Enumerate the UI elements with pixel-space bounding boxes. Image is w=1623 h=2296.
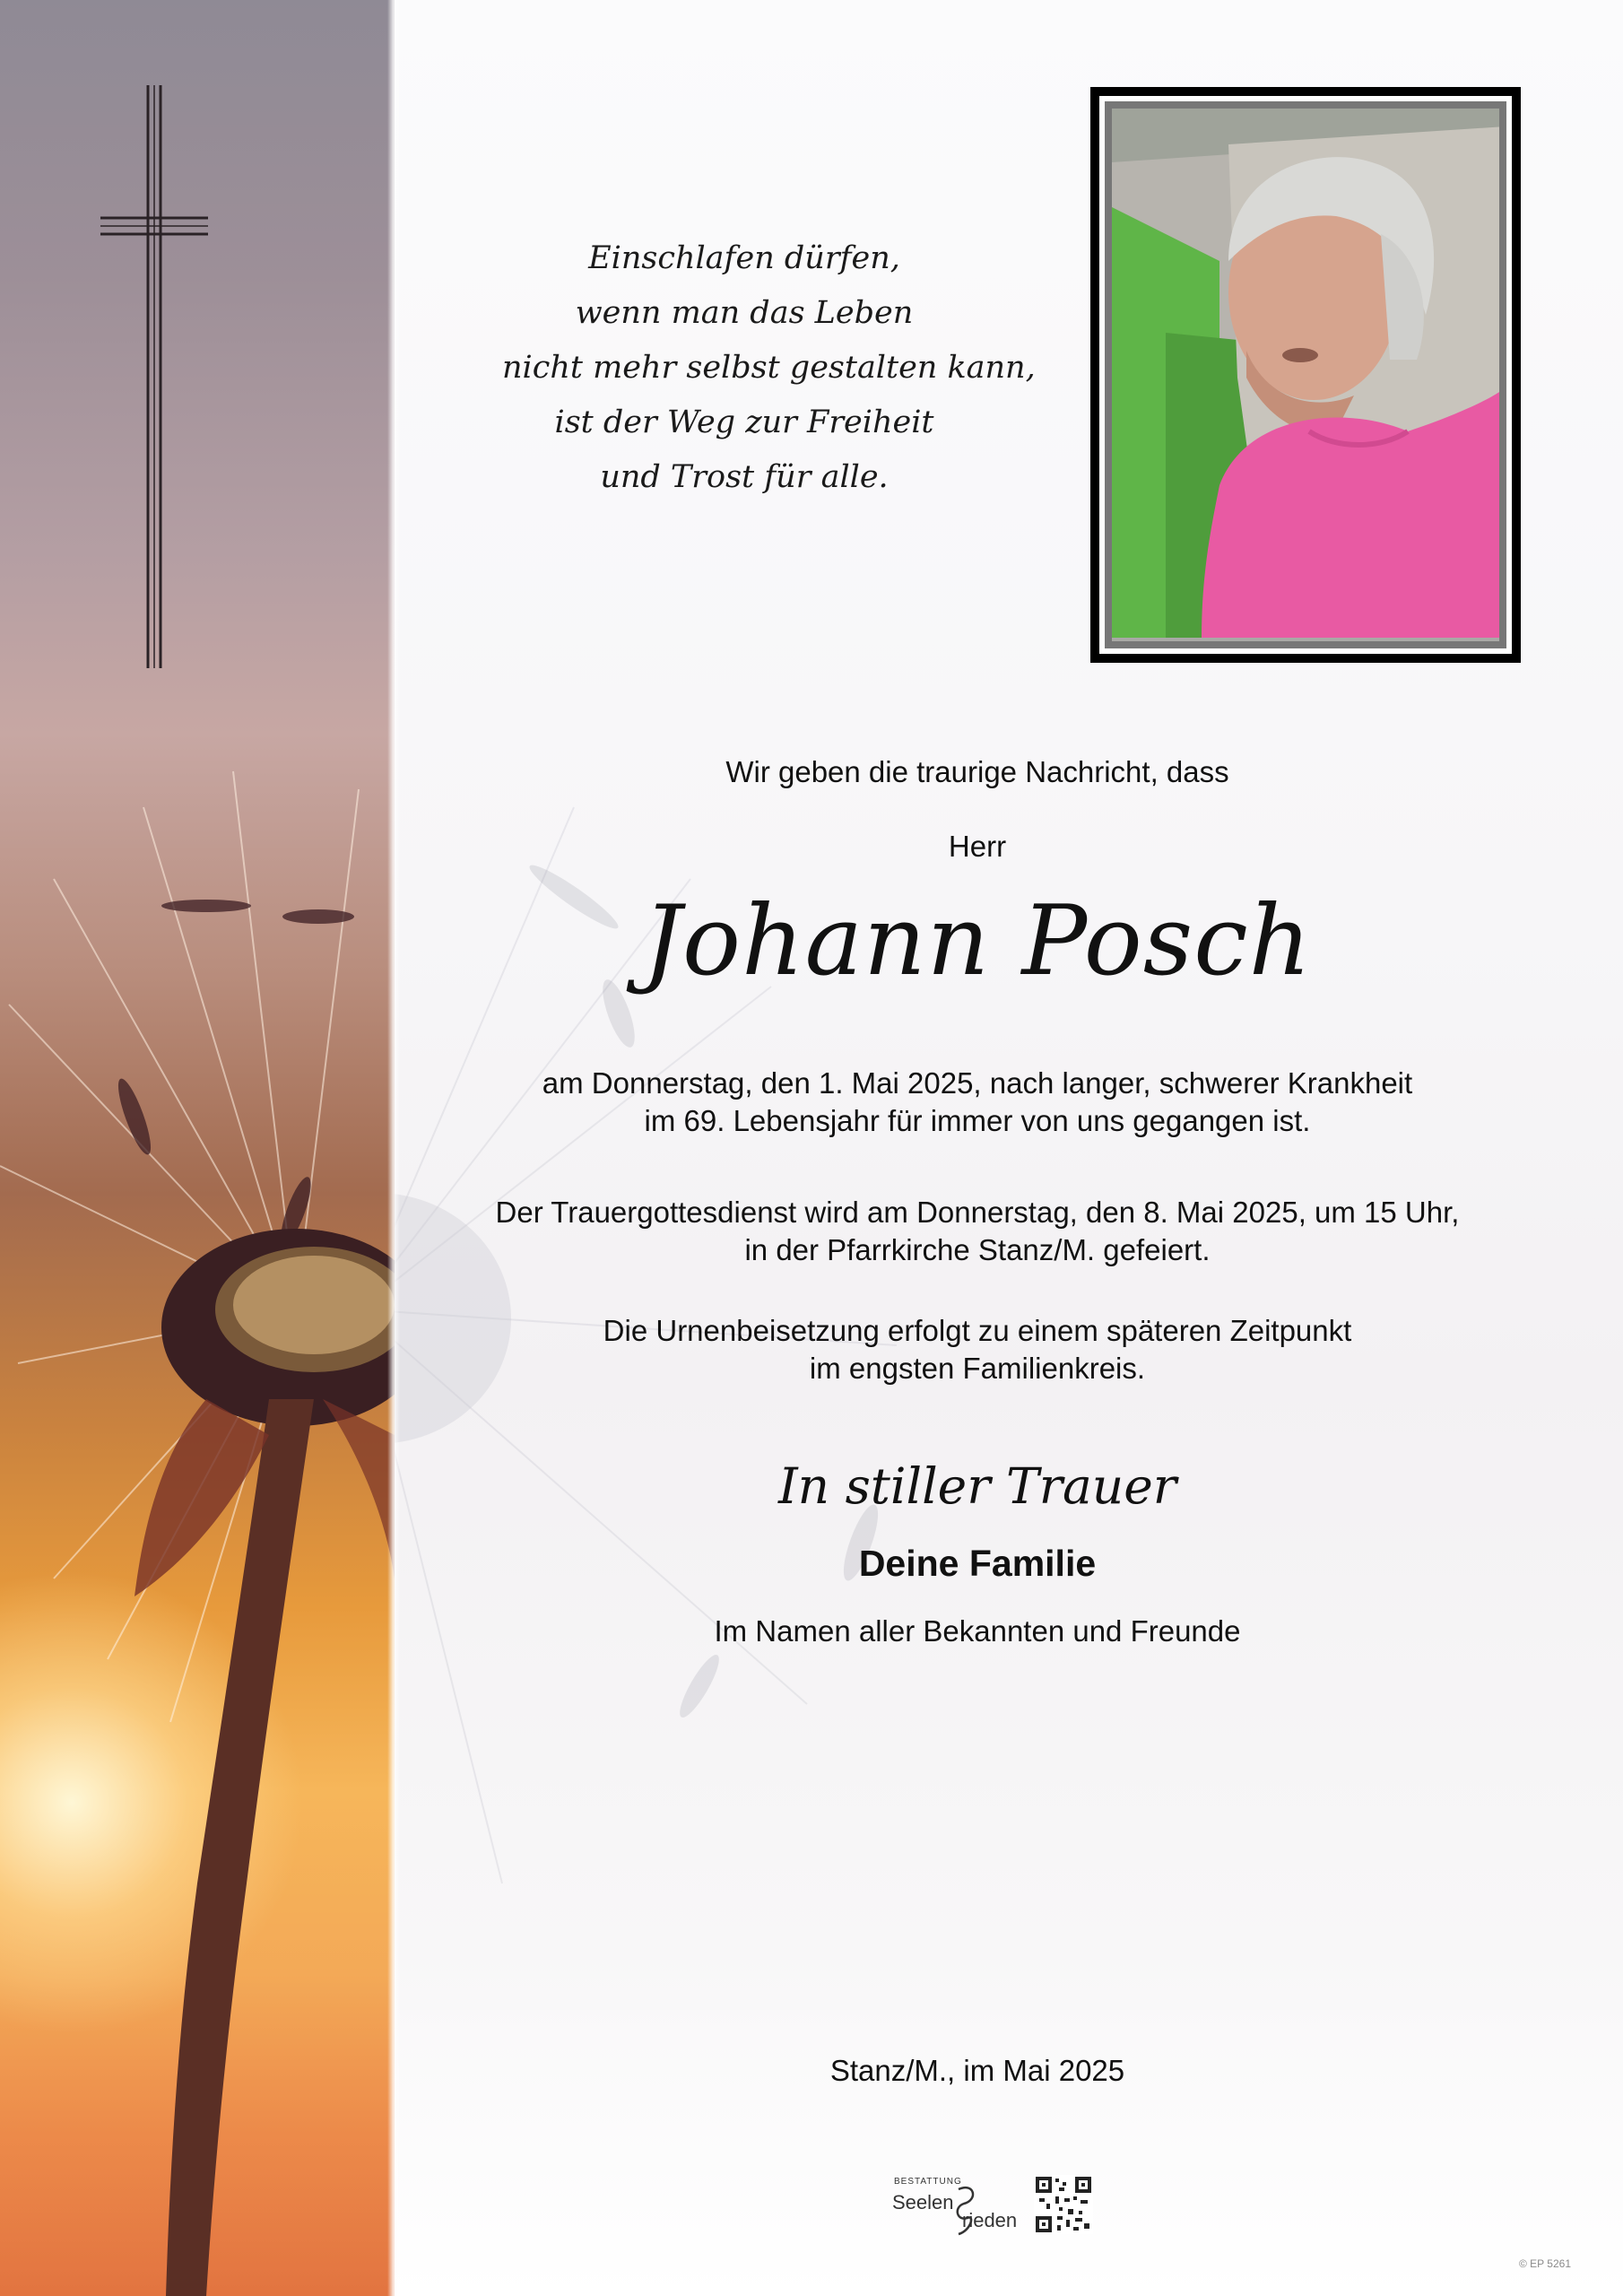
logo-small-text: BESTATTUNG bbox=[894, 2177, 962, 2187]
poem-line: und Trost für alle. bbox=[600, 459, 889, 495]
strip-divider bbox=[387, 0, 400, 2296]
funeral-home-logo bbox=[892, 2175, 1018, 2238]
death-announcement bbox=[395, 1065, 1560, 1140]
cross-icon bbox=[100, 85, 208, 668]
portrait-photo bbox=[1112, 109, 1499, 641]
burial-line: im engsten Familienkreis. bbox=[809, 1352, 1146, 1385]
salutation: Herr bbox=[948, 830, 1007, 863]
service-announcement bbox=[395, 1194, 1560, 1269]
print-code: © EP 5261 bbox=[1519, 2257, 1571, 2270]
service-line: Der Trauergottesdienst wird am Donnerstag, den 8. Mai 2025, um 15 Uhr, bbox=[495, 1196, 1460, 1229]
logo-word: Seelen bbox=[892, 2191, 954, 2213]
logo-word: rieden bbox=[962, 2209, 1018, 2231]
friends-line: Im Namen aller Bekannten und Freunde bbox=[714, 1614, 1241, 1648]
portrait-frame bbox=[1090, 87, 1521, 663]
memorial-poem bbox=[502, 231, 1036, 505]
family-signature: Deine Familie bbox=[858, 1543, 1097, 1584]
poem-line: wenn man das Leben bbox=[575, 295, 914, 331]
deceased-name: Johann Posch bbox=[642, 885, 1313, 997]
burial-line: Die Urnenbeisetzung erfolgt zu einem späteren Zeitpunkt bbox=[603, 1314, 1352, 1347]
place-date: Stanz/M., im Mai 2025 bbox=[829, 2054, 1125, 2087]
poem-line: nicht mehr selbst gestalten kann, bbox=[502, 350, 1036, 386]
intro-text: Wir geben die traurige Nachricht, dass bbox=[725, 755, 1229, 788]
service-line: in der Pfarrkirche Stanz/M. gefeiert. bbox=[744, 1233, 1211, 1266]
qr-code[interactable] bbox=[1034, 2175, 1093, 2234]
burial-announcement bbox=[395, 1312, 1560, 1387]
poem-line: ist der Weg zur Freiheit bbox=[554, 404, 934, 440]
death-line: im 69. Lebensjahr für immer von uns gegangen ist. bbox=[644, 1104, 1311, 1137]
mourning-heading: In stiller Trauer bbox=[777, 1457, 1177, 1515]
poem-line: Einschlafen dürfen, bbox=[588, 240, 900, 276]
death-line: am Donnerstag, den 1. Mai 2025, nach langer, schwerer Krankheit bbox=[542, 1066, 1413, 1100]
